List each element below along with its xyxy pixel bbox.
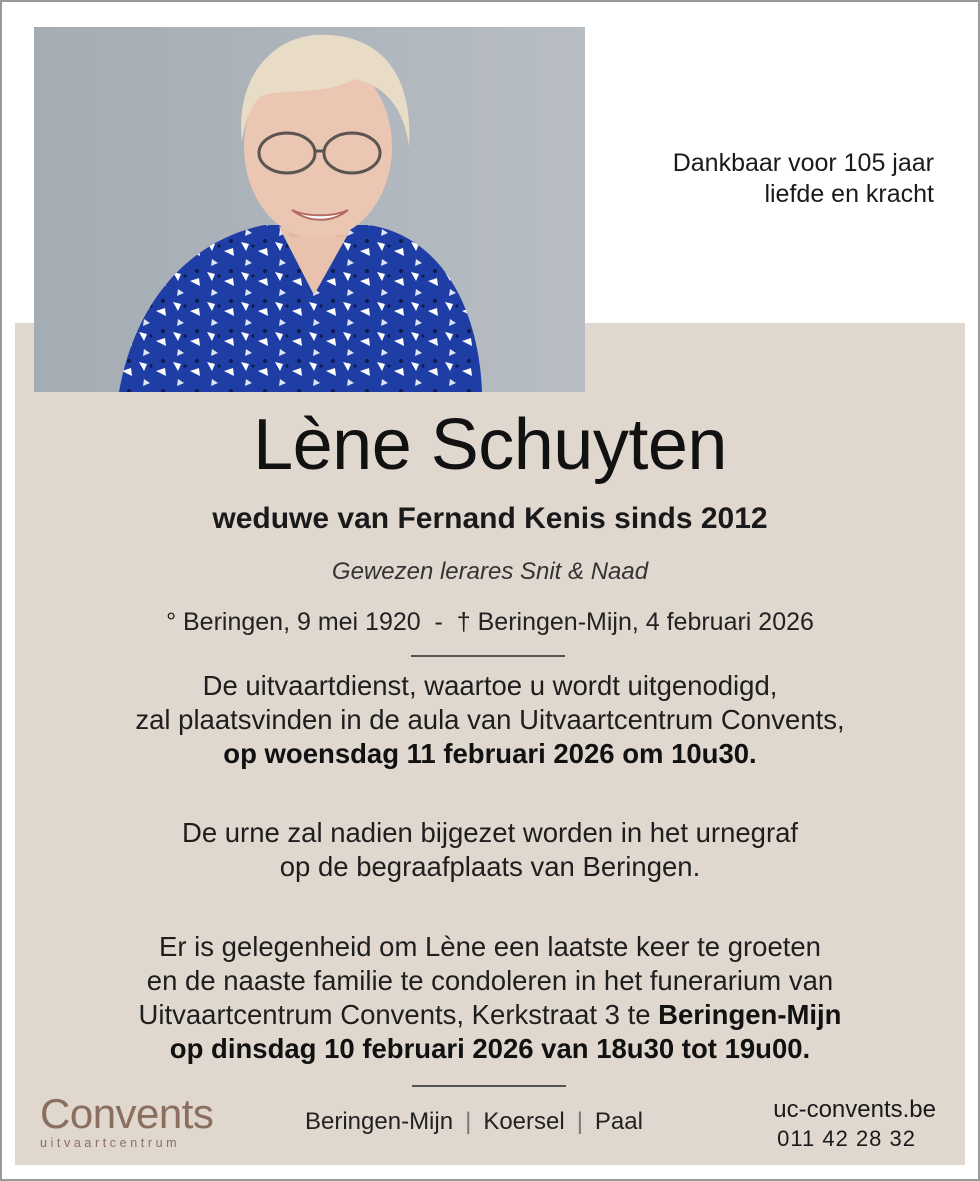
urn-line-2: op de begraafplaats van Beringen. (279, 851, 701, 882)
visitation-line-2: en de naaste familie te condoleren in het funerarium van (146, 965, 834, 996)
phone-number: 011 42 28 32 (777, 1126, 916, 1151)
visitation-datetime: op dinsdag 10 februari 2026 van 18u30 tot 19u00. (169, 1033, 811, 1064)
visitation-line-3: Uitvaartcentrum Convents, Kerkstraat 3 te (138, 999, 659, 1030)
service-paragraph (15, 669, 965, 771)
widow-line: weduwe van Fernand Kenis sinds 2012 (212, 502, 768, 535)
location-separator: | (465, 1108, 472, 1135)
tagline (673, 148, 934, 210)
divider-bottom (412, 1085, 566, 1087)
footer-locations (305, 1108, 643, 1136)
urn-line-1: De urne zal nadien bijgezet worden in het urnegraf (181, 817, 799, 848)
convents-logo: Convents (40, 1090, 214, 1137)
service-datetime: op woensdag 11 februari 2026 om 10u30. (223, 738, 757, 769)
birth-death-dates: ° Beringen, 9 mei 1920 - † Beringen-Mijn, 4 februari 2026 (166, 608, 814, 636)
visitation-line-1: Er is gelegenheid om Lène een laatste keer te groeten (159, 931, 821, 962)
urn-paragraph (15, 816, 965, 884)
occupation: Gewezen lerares Snit & Naad (331, 558, 649, 585)
visitation-paragraph (15, 930, 965, 1066)
website-link[interactable]: uc-convents.be (773, 1096, 936, 1123)
portrait-photo (34, 27, 585, 392)
location-koersel: Koersel (483, 1108, 565, 1135)
portrait-illustration (34, 27, 585, 392)
location-beringen-mijn: Beringen-Mijn (305, 1108, 454, 1135)
convents-logo-subtitle: uitvaartcentrum (40, 1136, 181, 1150)
location-separator: | (576, 1108, 583, 1135)
service-line-1: De uitvaartdienst, waartoe u wordt uitgenodigd, (202, 670, 778, 701)
service-line-2: zal plaatsvinden in de aula van Uitvaartcentrum Convents, (135, 704, 845, 735)
location-paal: Paal (594, 1108, 643, 1135)
visitation-location: Beringen-Mijn (658, 999, 842, 1030)
tagline-line-1: Dankbaar voor 105 jaar (672, 149, 934, 177)
deceased-name: Lène Schuyten (253, 405, 727, 485)
tagline-line-2: liefde en kracht (764, 180, 934, 208)
divider-top (411, 655, 565, 657)
